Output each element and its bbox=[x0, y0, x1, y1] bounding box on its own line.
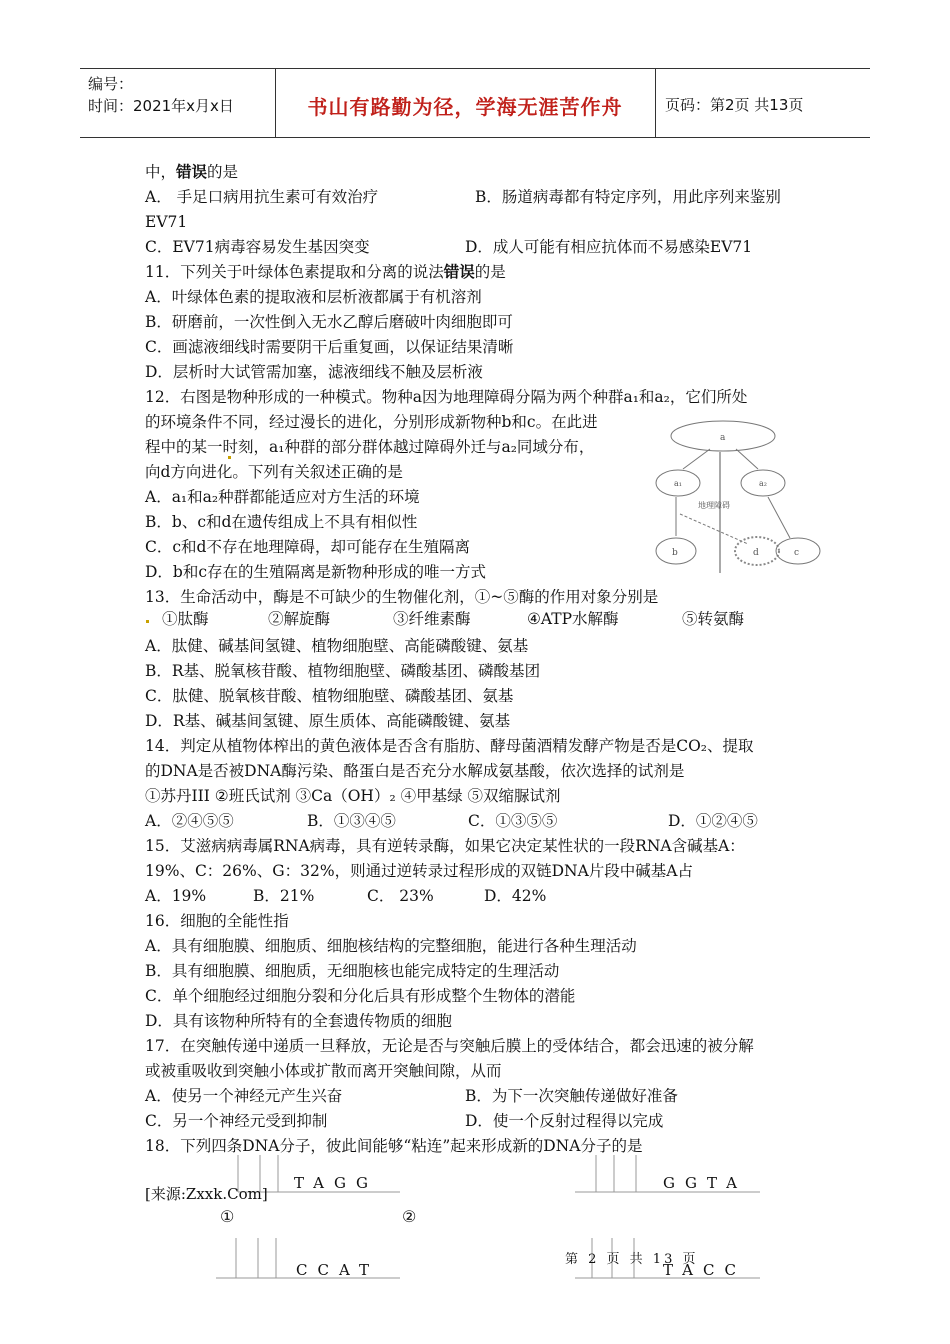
option-d: D．具有该物种所特有的全套遗传物质的细胞 bbox=[145, 1012, 452, 1030]
header-info-cell bbox=[80, 69, 276, 137]
label-a1: a₁ bbox=[674, 479, 682, 488]
dna-strand-diagram bbox=[0, 1150, 950, 1280]
arrow-a2-c bbox=[768, 497, 790, 538]
marker-dot bbox=[228, 456, 231, 459]
option-d: D．层析时大试管需加塞，滤液细线不触及层析液 bbox=[145, 363, 483, 381]
question-14-reagents: ①苏丹III ②班氏试剂 ③Ca（OH）₂ ④甲基绿 ⑤双缩脲试剂 bbox=[145, 787, 561, 805]
option-a: A．具有细胞膜、细胞质、细胞核结构的完整细胞，能进行各种生理活动 bbox=[145, 937, 637, 955]
option-b: B．b、c和d在遗传组成上不具有相似性 bbox=[145, 513, 418, 531]
dna-strand-1: TAGG bbox=[294, 1174, 378, 1192]
question-11 bbox=[145, 262, 506, 282]
option-a: A．a₁和a₂种群都能适应对方生活的环境 bbox=[145, 488, 420, 506]
option-d: D．①②④⑤ bbox=[668, 812, 758, 830]
dna-label-2: ② bbox=[402, 1207, 417, 1226]
option-b: B．为下一次突触传递做好准备 bbox=[465, 1087, 678, 1105]
motto: 书山有路勤为径，学海无涯苦作舟 bbox=[307, 95, 623, 119]
option-b-cont: EV71 bbox=[145, 213, 188, 231]
question-15-line2: 19%、C：26%、G：32%，则通过逆转录过程形成的双链DNA片段中碱基A占 bbox=[145, 862, 693, 880]
option-d: D．成人可能有相应抗体而不易感染EV71 bbox=[465, 238, 753, 256]
question-12-line2: 的环境条件不同，经过漫长的进化，分别形成新物种b和c。在此进 bbox=[145, 413, 598, 431]
header-motto-cell bbox=[275, 69, 656, 137]
option-d: D．使一个反射过程得以完成 bbox=[465, 1112, 664, 1130]
question-18: 18．下列四条DNA分子，彼此间能够“粘连”起来形成新的DNA分子的是 bbox=[145, 1137, 643, 1155]
option-a: A． 手足口病用抗生素可有效治疗 bbox=[145, 188, 379, 206]
option-b: B．R基、脱氧核苷酸、植物细胞壁、磷酸基团、磷酸基团 bbox=[145, 662, 541, 680]
question-14-line2: 的DNA是否被DNA酶污染、酪蛋白是否充分水解成氨基酸，依次选择的试剂是 bbox=[145, 762, 685, 780]
arrow-a-a2 bbox=[736, 449, 758, 469]
speciation-diagram bbox=[640, 418, 830, 578]
option-b: B．①③④⑤ bbox=[307, 812, 396, 830]
dna-strand-3: CCAT bbox=[296, 1261, 379, 1279]
bold-text: 错误 bbox=[443, 262, 475, 281]
option-c: C．另一个神经元受到抑制 bbox=[145, 1112, 328, 1130]
option-c: C．c和d不存在地理障碍，却可能存在生殖隔离 bbox=[145, 538, 470, 556]
number-label: 编号： bbox=[88, 75, 134, 93]
enzyme-3: ③纤维素酶 bbox=[393, 610, 471, 628]
text: 的是 bbox=[474, 263, 506, 281]
option-b: B．研磨前，一次性倒入无水乙醇后磨破叶肉细胞即可 bbox=[145, 313, 513, 331]
option-c: C． 23% bbox=[367, 887, 434, 905]
dna-label-1: ① bbox=[220, 1207, 235, 1226]
text: 11．下列关于叶绿体色素提取和分离的说法 bbox=[145, 263, 444, 281]
option-c: C．肽健、脱氧核苷酸、植物细胞壁、磷酸基团、氨基 bbox=[145, 687, 514, 705]
option-a: A．肽健、碱基间氢键、植物细胞壁、高能磷酸键、氨基 bbox=[145, 637, 529, 655]
page-footer: 第 2 页 共 13 页 bbox=[565, 1252, 699, 1267]
question-14-line1: 14．判定从植物体榨出的黄色液体是否含有脂肪、酵母菌酒精发酵产物是否是CO₂、提取 bbox=[145, 737, 754, 755]
label-b: b bbox=[672, 548, 678, 558]
text: 的是 bbox=[207, 163, 239, 181]
option-a: A．19% bbox=[145, 887, 207, 905]
question-line bbox=[145, 162, 238, 182]
label-c: c bbox=[794, 548, 800, 558]
marker-dot bbox=[146, 620, 149, 623]
label-d: d bbox=[753, 548, 759, 558]
enzyme-1: ①肽酶 bbox=[162, 610, 209, 628]
option-d: D．42% bbox=[484, 887, 547, 905]
migration-dashed-line bbox=[680, 514, 748, 544]
header-page-cell bbox=[655, 69, 870, 137]
option-c: C．单个细胞经过细胞分裂和分化后具有形成整个生物体的潜能 bbox=[145, 987, 576, 1005]
source-note: [来源:Zxxk.Com] bbox=[145, 1185, 268, 1203]
option-a: A．叶绿体色素的提取液和层析液都属于有机溶剂 bbox=[145, 288, 482, 306]
enzyme-4: ④ATP水解酶 bbox=[527, 610, 619, 628]
dna-strand-2: GGTA bbox=[663, 1174, 747, 1192]
question-15-line1: 15．艾滋病病毒属RNA病毒，具有逆转录酶，如果它决定某性状的一段RNA含碱基A： bbox=[145, 837, 745, 855]
page-info: 页码：第2页 共13页 bbox=[665, 96, 804, 114]
option-d: D．b和c存在的生殖隔离是新物种形成的唯一方式 bbox=[145, 563, 487, 581]
option-d: D．R基、碱基间氢键、原生质体、高能磷酸键、氨基 bbox=[145, 712, 511, 730]
option-b: B．具有细胞膜、细胞质，无细胞核也能完成特定的生理活动 bbox=[145, 962, 560, 980]
time-label: 时间：2021年x月x日 bbox=[88, 97, 234, 115]
option-a: A．使另一个神经元产生兴奋 bbox=[145, 1087, 343, 1105]
question-16: 16．细胞的全能性指 bbox=[145, 912, 289, 930]
label-barrier: 地理障碍 bbox=[698, 501, 730, 510]
question-12-line1: 12．右图是物种形成的一种模式。物种a因为地理障碍分隔为两个种群a₁和a₂，它们所处 bbox=[145, 388, 748, 406]
dna-strand-4: TACC bbox=[663, 1261, 746, 1279]
page-header bbox=[80, 68, 870, 138]
enzyme-2: ②解旋酶 bbox=[268, 610, 331, 628]
question-17-line1: 17．在突触传递中递质一旦释放，无论是否与突触后膜上的受体结合，都会迅速的被分解 bbox=[145, 1037, 754, 1055]
option-c: C．画滤液细线时需要阴干后重复画，以保证结果清晰 bbox=[145, 338, 514, 356]
arrow-a-a1 bbox=[683, 449, 710, 469]
text: 中， bbox=[145, 163, 177, 181]
question-13: 13．生命活动中，酶是不可缺少的生物催化剂，①~⑤酶的作用对象分别是 bbox=[145, 588, 659, 606]
label-a2: a₂ bbox=[759, 479, 767, 488]
question-17-line2: 或被重吸收到突触小体或扩散而离开突触间隙，从而 bbox=[145, 1062, 502, 1080]
option-c: C．①③⑤⑤ bbox=[468, 812, 558, 830]
option-b: B．肠道病毒都有特定序列，用此序列来鉴别 bbox=[475, 188, 781, 206]
option-c: C．EV71病毒容易发生基因突变 bbox=[145, 238, 370, 256]
option-a: A．②④⑤⑤ bbox=[145, 812, 234, 830]
enzyme-5: ⑤转氨酶 bbox=[682, 610, 745, 628]
label-a: a bbox=[720, 433, 726, 443]
option-b: B．21% bbox=[253, 887, 315, 905]
question-12-line4: 向d方向进化。下列有关叙述正确的是 bbox=[145, 463, 403, 481]
question-12-line3: 程中的某一时刻，a₁种群的部分群体越过障碍外迁与a₂同域分布， bbox=[145, 438, 595, 456]
bold-text: 错误 bbox=[176, 162, 208, 181]
